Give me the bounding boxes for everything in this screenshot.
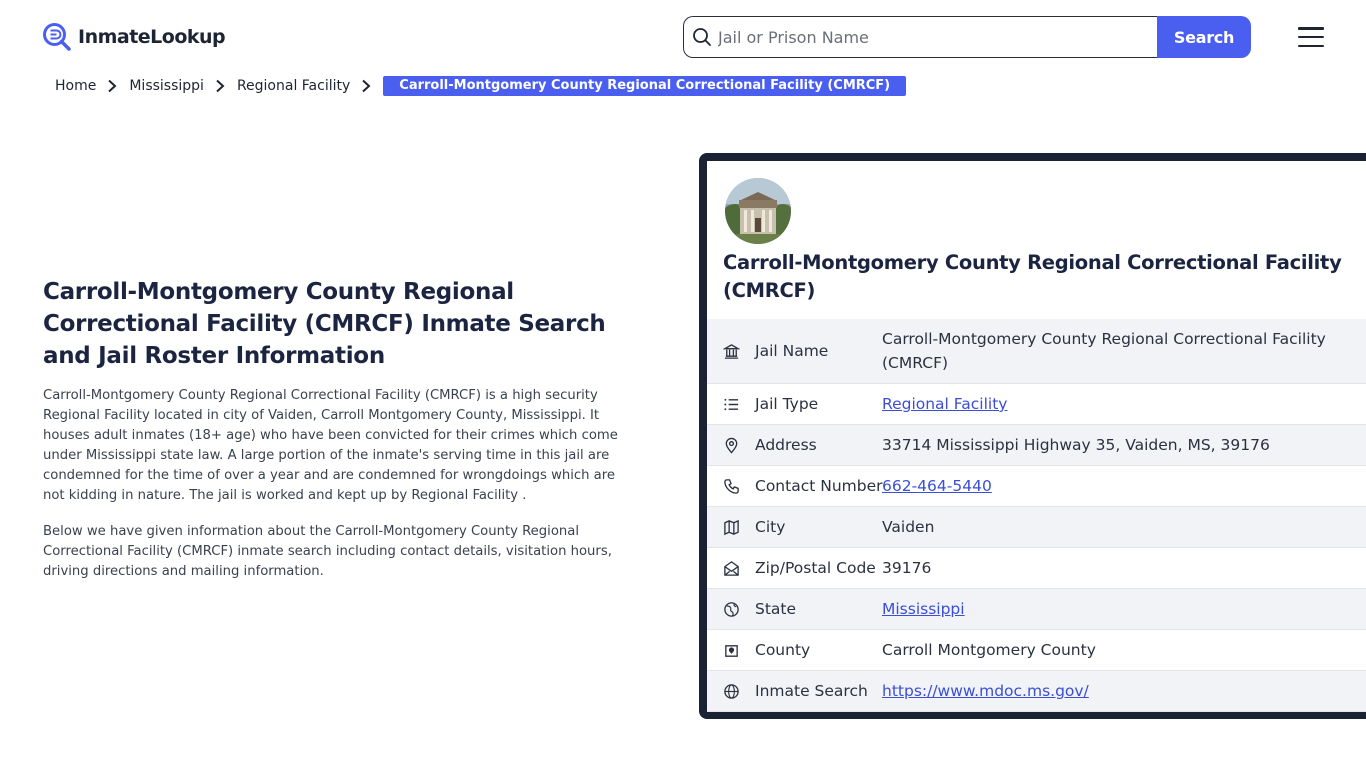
detail-value: Vaiden: [882, 518, 935, 536]
detail-label: City: [755, 518, 786, 536]
facility-details-table: [707, 319, 1366, 712]
detail-row-state: [707, 589, 1366, 630]
inmate-search-link[interactable]: https://www.mdoc.ms.gov/: [882, 682, 1089, 700]
detail-value: 39176: [882, 559, 932, 577]
detail-label: Inmate Search: [755, 682, 868, 700]
info-paragraph: Below we have given information about the Carroll-Montgomery County Regional Correctional Facility (CMRCF) inmate search including contact details, visitation hours, driving directions and mailing information.: [43, 524, 612, 579]
intro-paragraph: Carroll-Montgomery County Regional Correctional Facility (CMRCF) is a high security Regional Facility located in city of Vaiden, Carroll Montgomery County, Mississippi. It houses adult inmates (18+ age) who have been convicted for their crimes which come under Mississippi state law. A large portion of the inmate's serving time in this jail are condemned for the time of over a year and are condemned for wrongdoings which are not kidding in nature. The jail is worked and kept up by Regional Facility .: [43, 388, 618, 503]
detail-value: Carroll-Montgomery County Regional Correctional Facility (CMRCF): [882, 330, 1326, 372]
chevron-right-icon: [107, 79, 117, 93]
detail-row-contact: [707, 466, 1366, 507]
jail-type-link[interactable]: Regional Facility: [882, 395, 1008, 413]
search-button[interactable]: Search: [1157, 16, 1251, 58]
state-link[interactable]: Mississippi: [882, 600, 965, 618]
detail-row-inmate-search: [707, 671, 1366, 712]
world-icon: [723, 683, 740, 700]
detail-value: Carroll Montgomery County: [882, 641, 1096, 659]
search-input[interactable]: [718, 28, 1138, 47]
facility-card-body: [707, 161, 1366, 711]
phone-icon: [723, 478, 740, 495]
detail-label: Zip/Postal Code: [755, 559, 876, 577]
logo-text: InmateLookup: [78, 26, 226, 48]
breadcrumb-regional-facility[interactable]: Regional Facility: [236, 78, 351, 94]
globe-icon: [723, 601, 740, 618]
facility-card: [699, 153, 1366, 719]
breadcrumb: [55, 76, 906, 96]
chevron-right-icon: [215, 79, 225, 93]
detail-row-zip: [707, 548, 1366, 589]
detail-row-address: [707, 425, 1366, 466]
breadcrumb-home[interactable]: Home: [55, 78, 97, 94]
page-title: Carroll-Montgomery County Regional Correctional Facility (CMRCF) Inmate Search and Jail Roster Information: [43, 279, 606, 369]
map-marker-square-icon: [723, 642, 740, 659]
detail-row-county: [707, 630, 1366, 671]
facility-name: Carroll-Montgomery County Regional Correctional Facility (CMRCF): [723, 251, 1342, 302]
facility-building-image: [725, 178, 791, 244]
breadcrumb-current: Carroll-Montgomery County Regional Correctional Facility (CMRCF): [383, 76, 906, 96]
detail-row-jail-type: [707, 384, 1366, 425]
contact-number-link[interactable]: 662-464-5440: [882, 477, 992, 495]
location-pin-icon: [723, 437, 740, 454]
detail-row-city: [707, 507, 1366, 548]
envelope-open-icon: [723, 560, 740, 577]
breadcrumb-mississippi[interactable]: Mississippi: [129, 78, 204, 94]
detail-row-jail-name: [707, 319, 1366, 384]
site-logo[interactable]: [42, 22, 225, 52]
map-icon: [723, 519, 740, 536]
detail-label: County: [755, 641, 811, 659]
facility-avatar: [725, 178, 791, 244]
search-icon: [692, 27, 712, 47]
detail-label: Jail Type: [755, 395, 819, 413]
detail-value: 33714 Mississippi Highway 35, Vaiden, MS, 39176: [882, 436, 1270, 454]
detail-label: State: [755, 600, 797, 618]
detail-label: Contact Number: [755, 477, 883, 495]
logo-magnifier-icon: [42, 22, 72, 52]
building-icon: [723, 343, 740, 360]
search-bar: [683, 16, 1251, 58]
list-icon: [723, 396, 740, 413]
chevron-right-icon: [361, 79, 371, 93]
detail-label: Address: [755, 436, 817, 454]
search-box: [683, 16, 1157, 58]
hamburger-menu-icon[interactable]: [1298, 27, 1324, 47]
detail-label: Jail Name: [755, 342, 829, 360]
